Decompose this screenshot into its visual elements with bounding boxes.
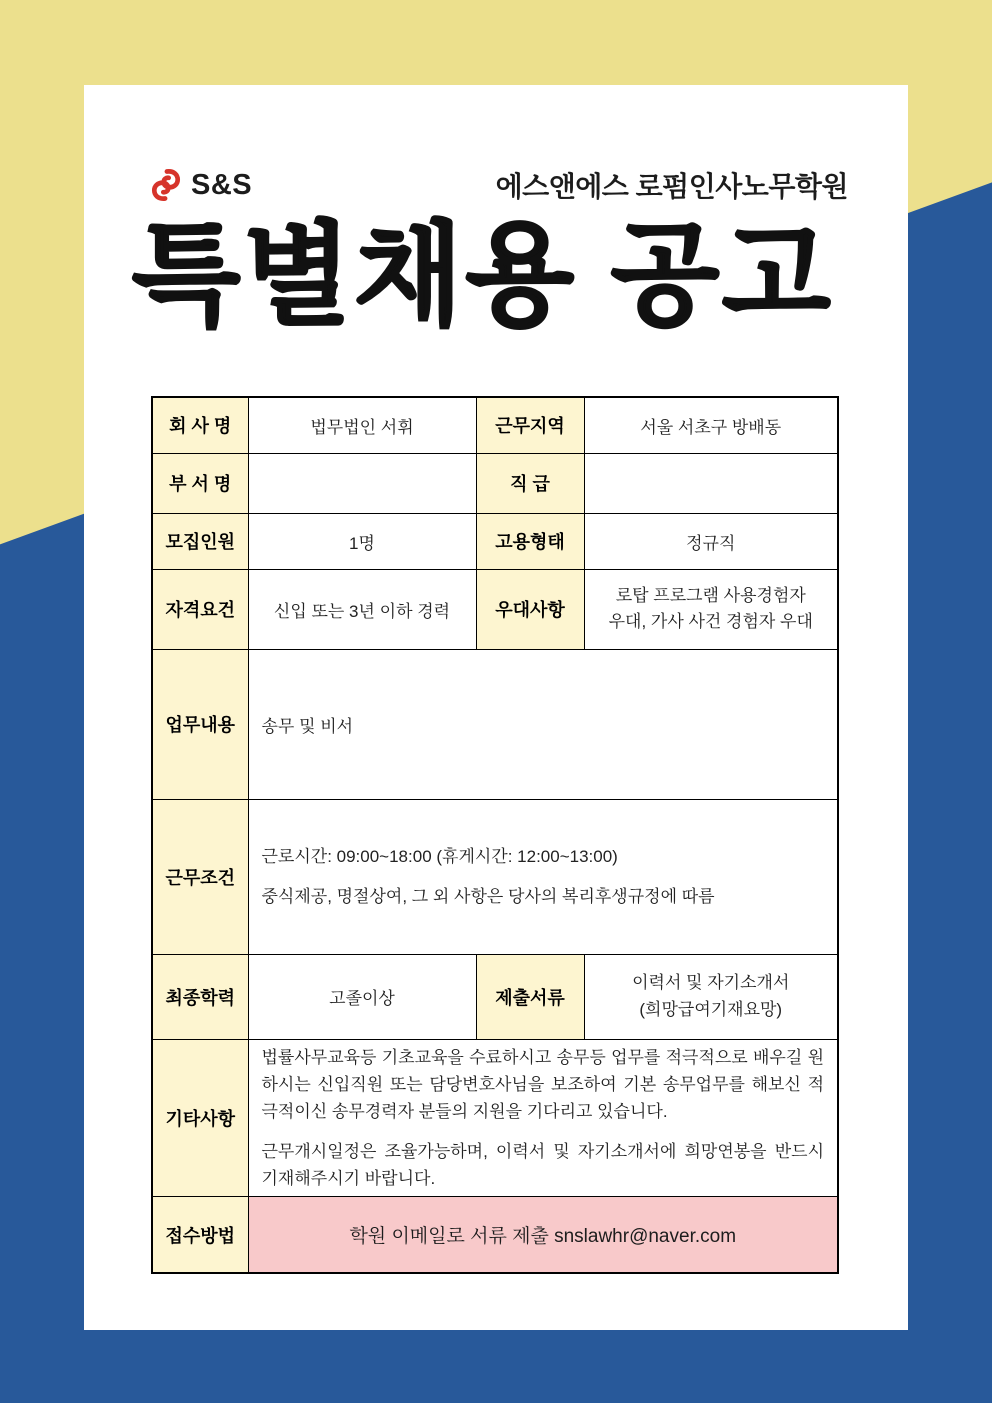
table-row-application-method bbox=[152, 1197, 838, 1273]
table-row-headcount bbox=[152, 513, 838, 569]
table-row-work-conditions bbox=[152, 799, 838, 954]
value-work-location: 서울 서초구 방배동 bbox=[584, 397, 838, 453]
table-row-job-duties bbox=[152, 649, 838, 799]
job-details-table bbox=[151, 396, 839, 1274]
value-job-duties: 송무 및 비서 bbox=[248, 649, 838, 799]
label-other-notes: 기타사항 bbox=[152, 1039, 248, 1197]
label-employment-type: 고용형태 bbox=[476, 513, 584, 569]
preferred-line-1: 로탑 프로그램 사용경험자 bbox=[615, 585, 806, 605]
label-job-duties: 업무내용 bbox=[152, 649, 248, 799]
value-other-notes bbox=[248, 1039, 838, 1197]
value-department bbox=[248, 453, 476, 513]
brand-name: 에스앤에스 로펌인사노무학원 bbox=[495, 171, 848, 202]
table-row-department bbox=[152, 453, 838, 513]
label-qualifications: 자격요건 bbox=[152, 569, 248, 649]
value-application-method: 학원 이메일로 서류 제출 snslawhr@naver.com bbox=[248, 1197, 838, 1273]
logo-text: S&S bbox=[191, 168, 253, 201]
documents-line-2: (희망급여기재요망) bbox=[639, 999, 783, 1019]
table-row-qualifications bbox=[152, 569, 838, 649]
card-header bbox=[148, 163, 848, 207]
label-preferred: 우대사항 bbox=[476, 569, 584, 649]
label-department: 부 서 명 bbox=[152, 453, 248, 513]
label-work-conditions: 근무조건 bbox=[152, 799, 248, 954]
label-application-method: 접수방법 bbox=[152, 1197, 248, 1273]
company-logo bbox=[148, 167, 252, 203]
label-headcount: 모집인원 bbox=[152, 513, 248, 569]
value-required-documents bbox=[584, 954, 838, 1039]
label-required-documents: 제출서류 bbox=[476, 954, 584, 1039]
work-hours-line: 근로시간: 09:00~18:00 (휴게시간: 12:00~13:00) bbox=[261, 847, 618, 866]
value-qualifications: 신입 또는 3년 이하 경력 bbox=[248, 569, 476, 649]
value-position bbox=[584, 453, 838, 513]
table-row-other-notes bbox=[152, 1039, 838, 1197]
documents-line-1: 이력서 및 자기소개서 bbox=[632, 973, 790, 993]
label-education: 최종학력 bbox=[152, 954, 248, 1039]
value-company-name: 법무법인 서휘 bbox=[248, 397, 476, 453]
other-notes-paragraph-1: 법률사무교육등 기초교육을 수료하시고 송무등 업무를 적극적으로 배우길 원하시는 신입직원 또는 담당변호사님을 보조하여 기본 송무업무를 해보신 적극적이신 송무경력자 분들의 지원을 기다리고 있습니다. bbox=[261, 1047, 824, 1121]
value-employment-type: 정규직 bbox=[584, 513, 838, 569]
notice-card bbox=[84, 85, 908, 1330]
label-work-location: 근무지역 bbox=[476, 397, 584, 453]
table-row-company bbox=[152, 397, 838, 453]
sns-swirl-icon bbox=[148, 167, 184, 203]
value-work-conditions bbox=[248, 799, 838, 954]
other-notes-paragraph-2: 근무개시일정은 조율가능하며, 이력서 및 자기소개서에 희망연봉을 반드시 기재해주시기 바랍니다. bbox=[261, 1142, 824, 1189]
value-preferred bbox=[584, 569, 838, 649]
preferred-line-2: 우대, 가사 사건 경험자 우대 bbox=[608, 612, 813, 631]
poster-title: 특별채용 공고 bbox=[132, 213, 834, 338]
value-education: 고졸이상 bbox=[248, 954, 476, 1039]
label-position: 직 급 bbox=[476, 453, 584, 513]
benefits-line: 중식제공, 명절상여, 그 외 사항은 당사의 복리후생규정에 따름 bbox=[261, 886, 715, 906]
value-headcount: 1명 bbox=[248, 513, 476, 569]
table-row-education bbox=[152, 954, 838, 1039]
label-company-name: 회 사 명 bbox=[152, 397, 248, 453]
